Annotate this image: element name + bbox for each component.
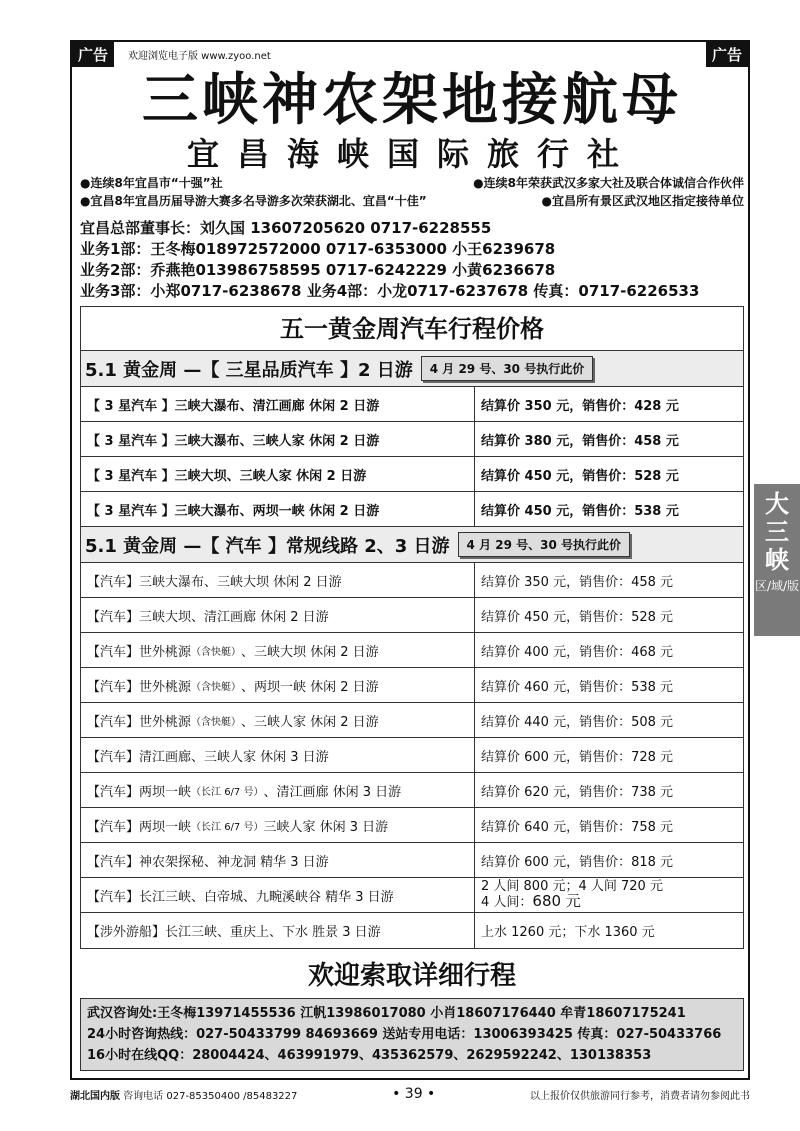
date-note-badge: 4 月 29 号、30 号执行此价 (458, 532, 630, 557)
table-row (81, 878, 743, 913)
table-row (81, 703, 743, 738)
price-label: 4 人间： (481, 895, 533, 910)
honor-item: ●宜昌8年宜昌历届导游大赛多名导游多次荣获湖北、宜昌“十佳” (80, 194, 427, 208)
route-text: 【汽车】两坝一峡 (87, 784, 192, 800)
route-note: （含快艇） (191, 681, 242, 693)
page-footer (70, 1086, 750, 1102)
edition-label: 湖北国内版 (70, 1090, 120, 1102)
route-note: （含快艇） (191, 646, 242, 658)
route-text: 、两坝一峡 休闲 2 日游 (241, 679, 379, 695)
table-row (81, 492, 743, 527)
honor-list (80, 174, 744, 210)
route-text: 【汽车】世外桃源 (87, 714, 192, 730)
price-cell: 结算价 350 元，销售价：428 元 (481, 398, 679, 414)
table-row (81, 808, 743, 843)
contact-line: 业务2部：乔燕艳013986758595 0717-6242229 小黄6236678 (80, 261, 556, 279)
route-note: （长江 6/7 号） (191, 821, 264, 833)
wuhan-contact-box (80, 998, 744, 1071)
side-section-tab[interactable] (754, 484, 800, 636)
page-number: • 39 • (392, 1086, 436, 1102)
table-row (81, 633, 743, 668)
route-cell (81, 668, 475, 702)
honor-item: ●连续8年荣获武汉多家大社及联合体诚信合作伙伴 (473, 176, 744, 190)
agency-name: 宜昌海峡国际旅行社 (186, 135, 637, 173)
page-number-value: 39 (404, 1086, 423, 1102)
contact-line: 16小时在线QQ：28004424、463991979、435362579、2629592242、130138353 (87, 1048, 652, 1063)
price-line: 2 人间 800 元；4 人间 720 元 (481, 879, 663, 894)
route-text: 、清江画廊 休闲 3 日游 (263, 784, 402, 800)
contact-line: 武汉咨询处:王冬梅13971455536 江帆13986017080 小肖18607176440 牟青18607175241 (87, 1006, 686, 1021)
section-title: 5.1 黄金周 —【 汽车 】常规线路 2、3 日游 (85, 535, 450, 557)
route-note: （含快艇） (191, 716, 242, 728)
price-cell: 结算价 450 元，销售价：528 元 (481, 468, 679, 484)
price-cell: 结算价 620 元，销售价：738 元 (481, 784, 674, 800)
route-cell: 【汽车】三峡大瀑布、三峡大坝 休闲 2 日游 (81, 563, 475, 597)
route-text: 【汽车】两坝一峡 (87, 819, 192, 835)
table-row (81, 773, 743, 808)
footer-disclaimer: 以上报价仅供旅游同行参考，消费者请勿参阅此书 (529, 1090, 750, 1102)
contact-line: 宜昌总部董事长：刘久国 13607205620 0717-6228555 (80, 219, 492, 237)
section-header (81, 351, 743, 387)
ad-page (70, 40, 750, 1080)
contact-line: 业务1部：王冬梅018972572000 0717-6353000 小王6239678 (80, 240, 556, 258)
route-cell: 【涉外游船】长江三峡、重庆上、下水 胜景 3 日游 (81, 913, 475, 948)
section-header (81, 527, 743, 563)
contact-line: 业务3部：小郑0717-6238678 业务4部：小龙0717-6237678 传真：0717-6226533 (80, 282, 700, 300)
route-text: 、三峡人家 休闲 2 日游 (241, 714, 379, 730)
page-title: 三峡神农架地接航母 (142, 68, 682, 133)
route-cell: 【汽车】三峡大坝、清江画廊 休闲 2 日游 (81, 598, 475, 632)
route-text: 【汽车】世外桃源 (87, 679, 192, 695)
route-text: 、三峡大坝 休闲 2 日游 (241, 644, 379, 660)
table-row (81, 843, 743, 878)
route-note: （长江 6/7 号） (191, 786, 264, 798)
table-row (81, 457, 743, 492)
price-cell: 结算价 450 元，销售价：528 元 (481, 609, 674, 625)
section-title: 5.1 黄金周 —【 三星品质汽车 】2 日游 (85, 359, 413, 381)
route-cell (81, 703, 475, 737)
price-cell: 结算价 460 元，销售价：538 元 (481, 679, 674, 695)
route-cell (81, 773, 475, 807)
site-url[interactable]: 欢迎浏览电子版 www.zyoo.net (128, 51, 271, 62)
route-text: 【汽车】世外桃源 (87, 644, 192, 660)
route-cell: 【汽车】神农架探秘、神龙洞 精华 3 日游 (81, 843, 475, 877)
contact-line: 24小时咨询热线：027-50433799 84693669 送站专用电话：13006393425 传真：027-50433766 (87, 1027, 722, 1042)
price-cell (475, 878, 743, 912)
route-cell: 【 3 星汽车 】三峡大瀑布、三峡人家 休闲 2 日游 (81, 422, 475, 456)
table-row (81, 738, 743, 773)
honor-item: ●宜昌所有景区武汉地区指定接待单位 (541, 194, 744, 208)
price-cell: 结算价 450 元，销售价：538 元 (481, 503, 679, 519)
table-row (81, 668, 743, 703)
price-value: 680 元 (532, 892, 581, 910)
contact-block (80, 218, 744, 302)
route-text: 三峡人家 休闲 3 日游 (263, 819, 389, 835)
cta-heading: 欢迎索取详细行程 (307, 961, 516, 991)
price-cell: 结算价 380 元，销售价：458 元 (481, 433, 679, 449)
date-note-badge: 4 月 29 号、30 号执行此价 (421, 356, 593, 381)
table-row (81, 563, 743, 598)
route-cell (81, 808, 475, 842)
price-cell: 结算价 600 元，销售价：728 元 (481, 749, 674, 765)
price-line (481, 894, 581, 910)
route-cell: 【汽车】清江画廊、三峡人家 休闲 3 日游 (81, 738, 475, 772)
table-row (81, 387, 743, 422)
footer-phone: 咨询电话 027-85350400 /85483227 (120, 1090, 298, 1102)
price-cell: 结算价 350 元，销售价：458 元 (481, 574, 674, 590)
side-tab-sub: 区/域/版 (754, 579, 800, 593)
side-tab-title: 大三峡 (765, 490, 789, 574)
price-cell: 结算价 400 元，销售价：468 元 (481, 644, 674, 660)
route-cell: 【 3 星汽车 】三峡大坝、三峡人家 休闲 2 日游 (81, 457, 475, 491)
route-cell: 【汽车】长江三峡、白帝城、九畹溪峡谷 精华 3 日游 (81, 878, 475, 912)
table-row (81, 422, 743, 457)
footer-left (70, 1087, 297, 1102)
ad-label-left: 广告 (72, 42, 114, 67)
price-cell: 结算价 600 元，销售价：818 元 (481, 854, 674, 870)
price-cell: 结算价 640 元，销售价：758 元 (481, 819, 674, 835)
honor-item: ●连续8年宜昌市“十强”社 (80, 176, 223, 190)
price-cell: 结算价 440 元，销售价：508 元 (481, 714, 674, 730)
ad-label-right: 广告 (706, 42, 748, 67)
table-row (81, 598, 743, 633)
route-cell: 【 3 星汽车 】三峡大瀑布、清江画廊 休闲 2 日游 (81, 387, 475, 421)
route-cell: 【 3 星汽车 】三峡大瀑布、两坝一峡 休闲 2 日游 (81, 492, 475, 526)
table-row (81, 913, 743, 948)
route-cell (81, 633, 475, 667)
price-cell: 上水 1260 元；下水 1360 元 (481, 925, 655, 940)
price-table (80, 306, 744, 949)
table-title: 五一黄金周汽车行程价格 (81, 307, 743, 351)
